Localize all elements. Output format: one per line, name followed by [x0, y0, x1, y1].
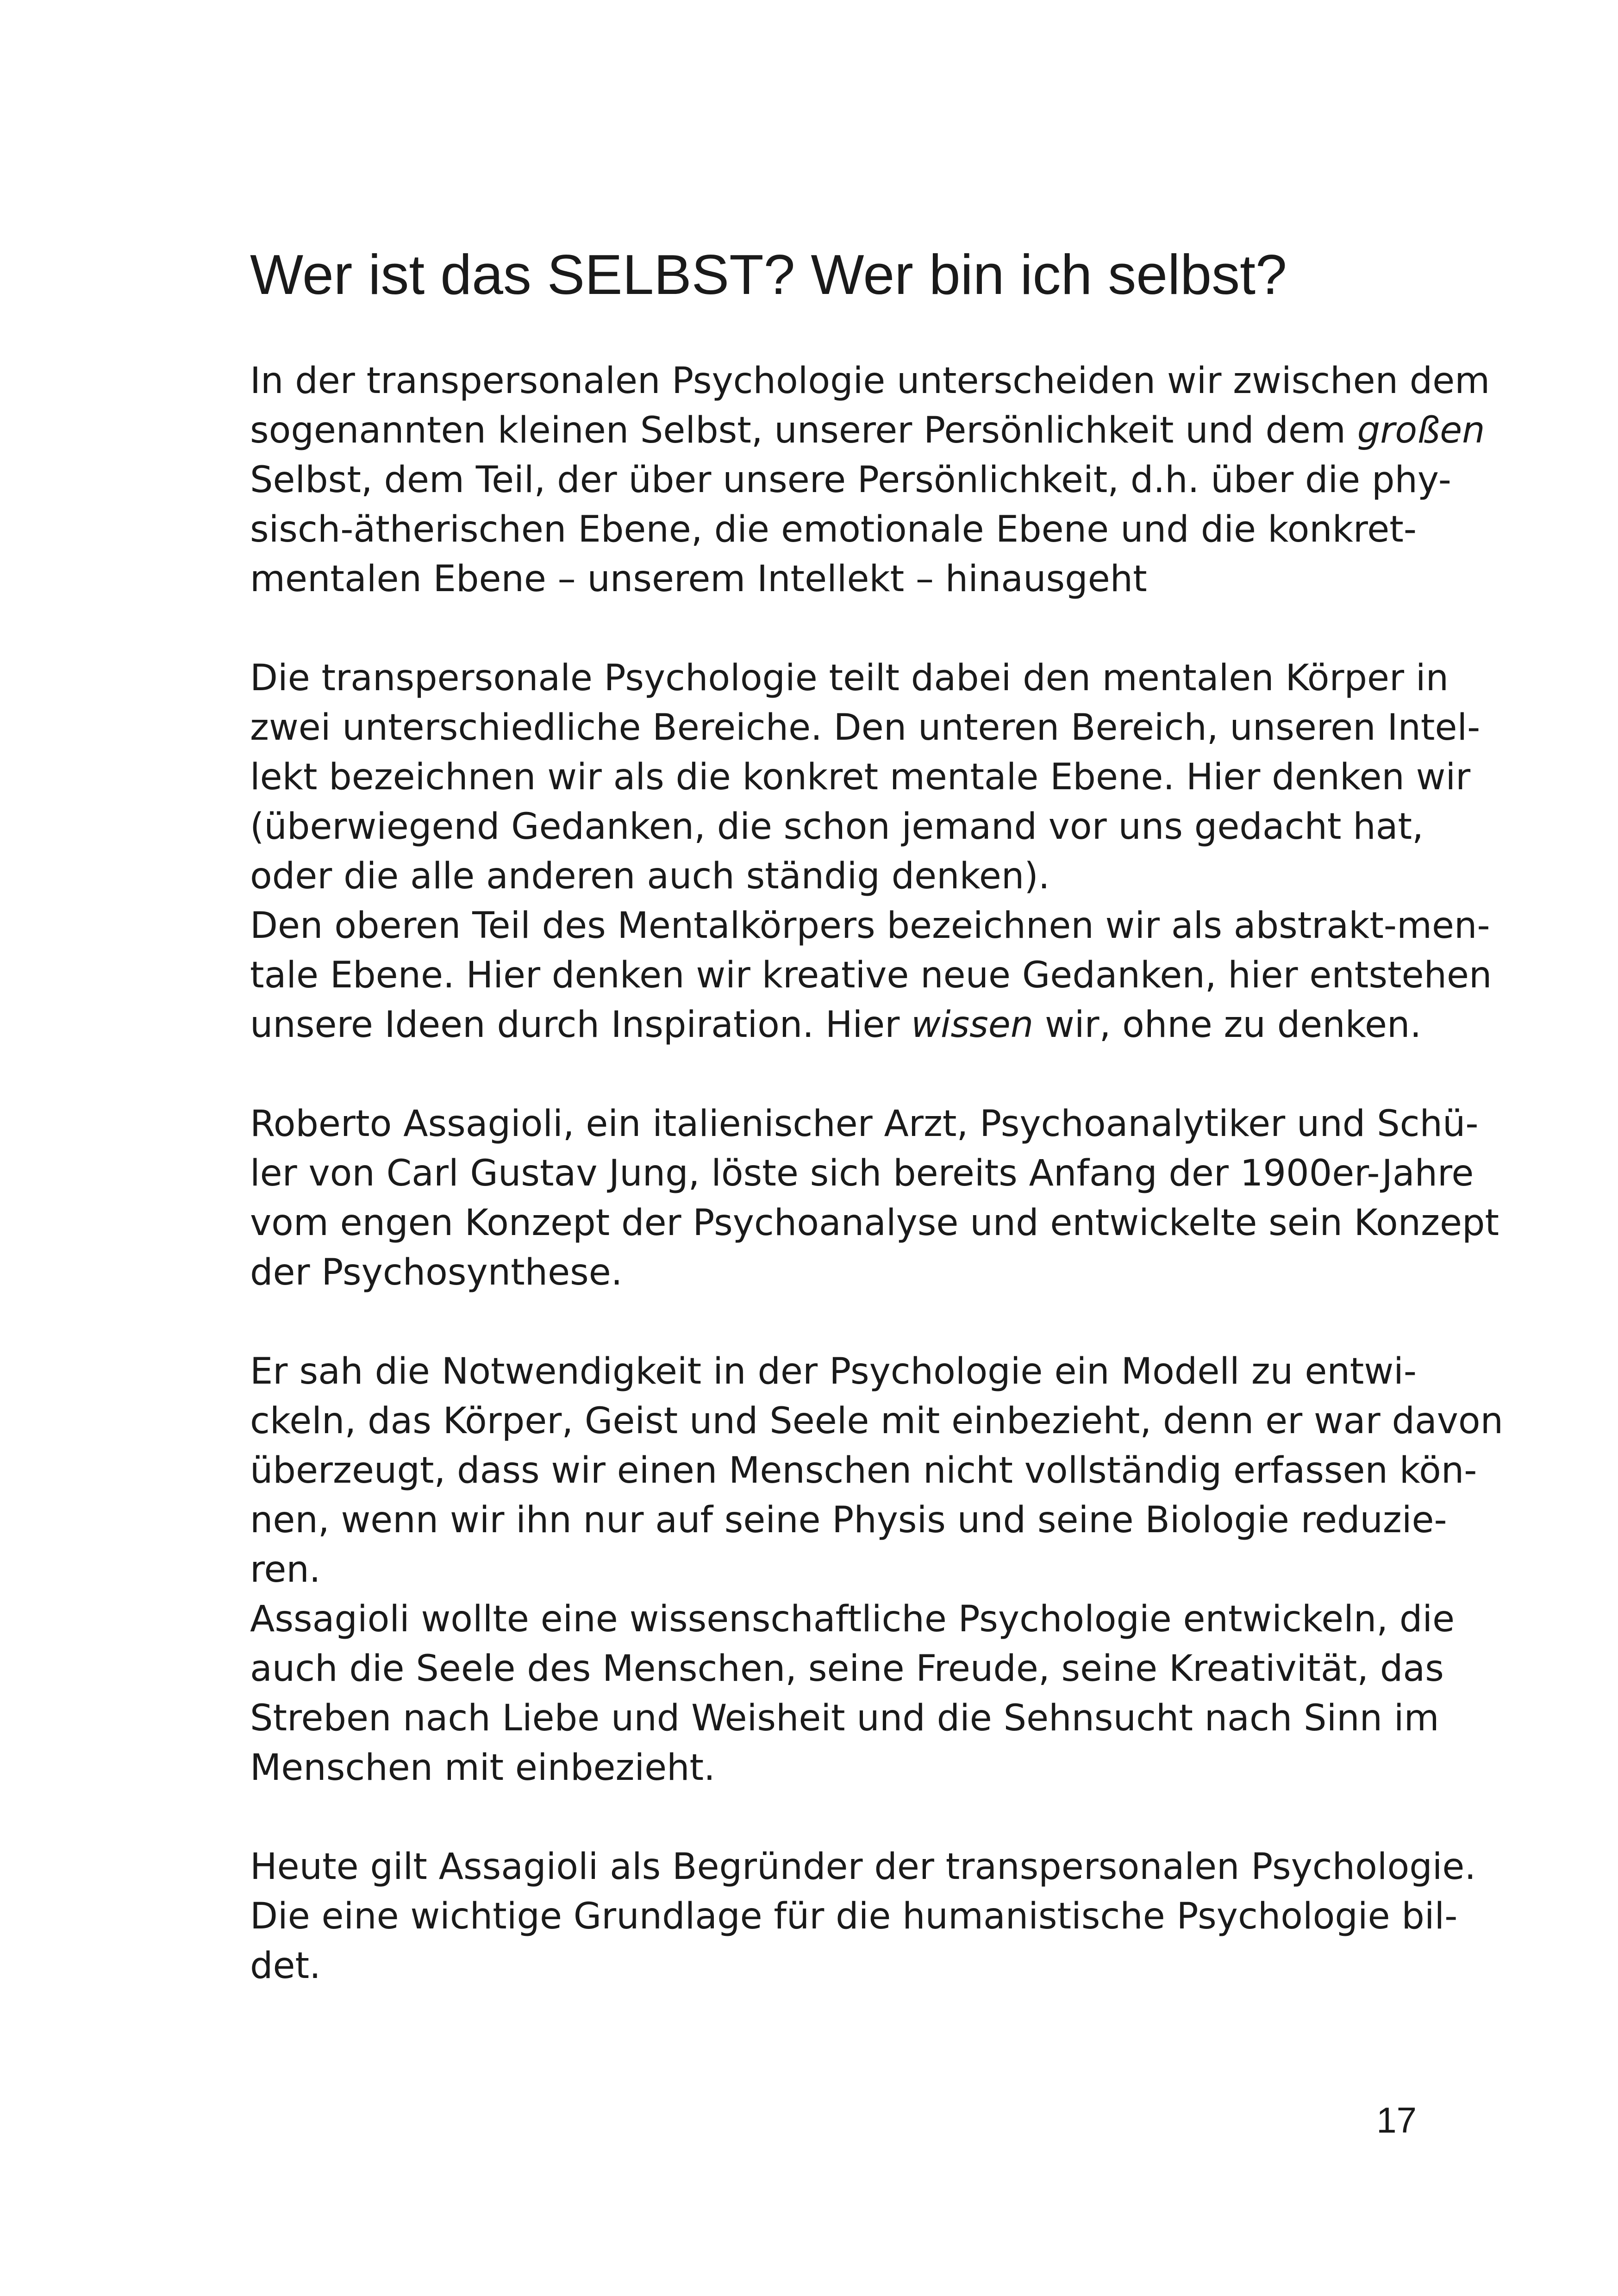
paragraph: [250, 1347, 1504, 1793]
text-line: [250, 1446, 1477, 1496]
paragraph: [250, 1842, 1476, 1991]
line-text: ckeln, das Körper, Geist und Seele mit einbezieht, denn er war davon: [250, 1400, 1504, 1442]
line-text: Die eine wichtige Grundlage für die humanistische Psychologie bil-: [250, 1896, 1458, 1937]
line-text: Roberto Assagioli, ein italienischer Arzt, Psychoanalytiker und Schü-: [250, 1103, 1479, 1145]
line-text: auch die Seele des Menschen, seine Freude, seine Kreativität, das: [250, 1648, 1444, 1690]
line-text: (überwiegend Gedanken, die schon jemand vor uns gedacht hat,: [250, 806, 1424, 848]
page-number: 17: [1376, 2100, 1417, 2140]
text-line: [250, 1099, 1479, 1149]
paragraph-gap: [250, 1050, 1417, 1099]
body-text: [250, 356, 1504, 1991]
text-line: [250, 1941, 1417, 1991]
text-line: [250, 753, 1471, 802]
text-line: [250, 1842, 1476, 1892]
text-line: [250, 406, 1485, 455]
page-title: Wer ist das SELBST? Wer bin ich selbst?: [250, 243, 1287, 306]
text-line: [250, 1644, 1444, 1694]
line-text: Den oberen Teil des Mentalkörpers bezeichnen wir als abstrakt-men-: [250, 905, 1490, 947]
line-text: sisch-ätherischen Ebene, die emotionale Ebene und die konkret-: [250, 509, 1417, 550]
text-line: [250, 356, 1490, 406]
line-text: lekt bezeichnen wir als die konkret mentale Ebene. Hier denken wir: [250, 756, 1471, 798]
text-line: [250, 455, 1451, 505]
emphasis-text: großen: [1357, 410, 1485, 451]
line-text: der Psychosynthese.: [250, 1252, 623, 1293]
paragraph: [250, 654, 1492, 1050]
paragraph-gap: [250, 1793, 1417, 1842]
line-text: Er sah die Notwendigkeit in der Psychologie ein Modell zu entwi-: [250, 1351, 1417, 1392]
text-line: [250, 505, 1417, 555]
line-text: Menschen mit einbezieht.: [250, 1747, 715, 1789]
line-text: Streben nach Liebe und Weisheit und die Sehnsucht nach Sinn im: [250, 1697, 1439, 1739]
text-line: [250, 1892, 1458, 1941]
text-line: [250, 654, 1449, 703]
line-text: ler von Carl Gustav Jung, löste sich bereits Anfang der 1900er-Jahre: [250, 1153, 1474, 1194]
line-text: überzeugt, dass wir einen Menschen nicht vollständig erfassen kön-: [250, 1450, 1477, 1491]
text-line: [250, 1545, 1417, 1595]
line-text: ren.: [250, 1549, 321, 1591]
text-line: [250, 852, 1417, 901]
line-text: Die transpersonale Psychologie teilt dabei den mentalen Körper in: [250, 657, 1449, 699]
line-text: vom engen Konzept der Psychoanalyse und entwickelte sein Konzept: [250, 1202, 1499, 1244]
text-line: [250, 1198, 1499, 1248]
paragraph-gap: [250, 604, 1417, 654]
emphasis-text: wissen: [911, 1004, 1034, 1046]
text-line: [250, 1496, 1447, 1545]
text-line: [250, 1000, 1422, 1050]
line-text: nen, wenn wir ihn nur auf seine Physis und seine Biologie reduzie-: [250, 1499, 1447, 1541]
text-line: [250, 951, 1492, 1000]
text-line: [250, 1743, 1417, 1793]
text-line: [250, 1347, 1417, 1397]
paragraph-gap: [250, 1298, 1417, 1347]
text-line: [250, 703, 1481, 753]
text-line: [250, 802, 1424, 852]
text-line: [250, 1149, 1474, 1198]
text-line: [250, 1248, 1417, 1298]
line-text: Heute gilt Assagioli als Begründer der transpersonalen Psychologie.: [250, 1846, 1476, 1888]
line-text: In der transpersonalen Psychologie unterscheiden wir zwischen dem: [250, 360, 1490, 402]
line-text: zwei unterschiedliche Bereiche. Den unteren Bereich, unseren Intel-: [250, 707, 1481, 749]
line-text: Assagioli wollte eine wissenschaftliche Psychologie entwickeln, die: [250, 1598, 1455, 1640]
line-text: oder die alle anderen auch ständig denken).: [250, 855, 1050, 897]
paragraph: [250, 1099, 1499, 1298]
text-line: [250, 901, 1490, 951]
line-text-after: wir, ohne zu denken.: [1033, 1004, 1422, 1046]
paragraph: [250, 356, 1490, 604]
text-line: [250, 555, 1417, 604]
text-line: [250, 1694, 1439, 1743]
line-text: det.: [250, 1945, 321, 1987]
line-text: unsere Ideen durch Inspiration. Hier: [250, 1004, 912, 1046]
line-text: sogenannten kleinen Selbst, unserer Persönlichkeit und dem: [250, 410, 1357, 451]
line-text: Selbst, dem Teil, der über unsere Persönlichkeit, d.h. über die phy-: [250, 459, 1451, 501]
line-text: tale Ebene. Hier denken wir kreative neue Gedanken, hier entstehen: [250, 955, 1492, 996]
text-line: [250, 1595, 1455, 1644]
line-text: mentalen Ebene – unserem Intellekt – hinausgeht: [250, 558, 1147, 600]
text-line: [250, 1397, 1504, 1446]
